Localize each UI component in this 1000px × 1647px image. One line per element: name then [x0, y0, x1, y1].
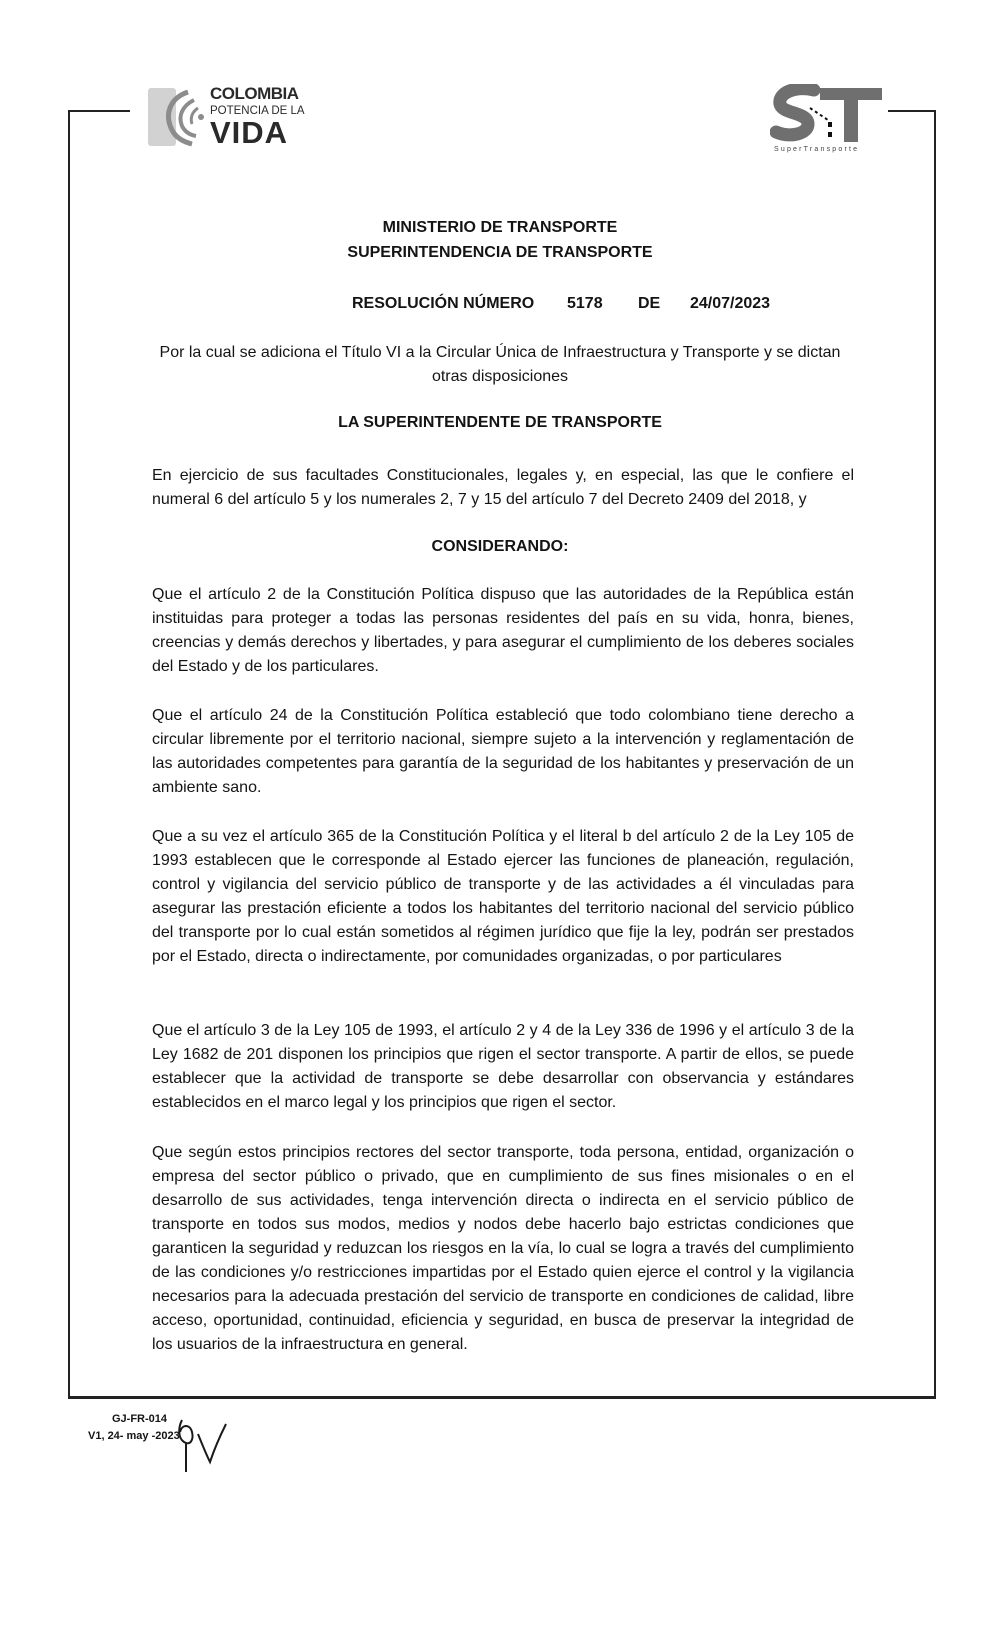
superintendencia-heading: SUPERINTENDENCIA DE TRANSPORTE — [347, 244, 653, 261]
ejercicio-paragraph: En ejercicio de sus facultades Constitucionales, legales y, en especial, las que le confiere el numeral 6 del artículo 5 y los numerales 2, 7 y 15 del artículo 7 del Decreto 2409 del 2018, y — [152, 467, 854, 508]
frame-line-top-left — [68, 110, 130, 112]
st-monogram-icon — [770, 84, 888, 144]
colombia-logo — [148, 84, 348, 154]
logo-colombia-text: COLOMBIA — [210, 84, 299, 103]
resolucion-de: DE — [638, 295, 661, 312]
authority-heading: LA SUPERINTENDENTE DE TRANSPORTE — [338, 414, 662, 431]
supertransporte-caption: SuperTransporte — [774, 146, 860, 153]
logo-potencia-text: POTENCIA DE LA — [210, 105, 305, 117]
supertransporte-logo — [770, 84, 888, 162]
considerando-paragraph-1: Que el artículo 2 de la Constitución Política dispuso que las autoridades de la República están instituidas para proteger a todas las personas residentes del país en su vida, honra, bienes, creencias y demás derechos y libertades, y para asegurar el cumplimiento de los deberes sociales del Estado y de los particulares. — [152, 586, 854, 675]
considerando-paragraph-3: Que a su vez el artículo 365 de la Constitución Política y el literal b del artículo 2 de la Ley 105 de 1993 establecen que le corresponde al Estado ejercer las funciones de planeación, regulación, control y vigilancia del servicio público de transporte y de las actividades a él vinculadas para asegurar las prestación eficiente a todos los habitantes del territorio nacional del servicio público del transporte por lo cual están sometidos al régimen jurídico que fije la ley, podrán ser prestados por el Estado, directa o indirectamente, por comunidades organizadas, o por particulares — [152, 828, 854, 965]
ministerio-heading: MINISTERIO DE TRANSPORTE — [382, 219, 618, 236]
considerando-paragraph-5: Que según estos principios rectores del sector transporte, toda persona, entidad, organización o empresa del sector público o privado, que en cumplimiento de sus fines misionales o en el desarrollo de sus actividades, tenga intervención directa o indirecta en el servicio público de transporte en todos sus modos, medios y nodos debe hacerlo bajo estrictas condiciones que garanticen la seguridad y reduzcan los riesgos en la vía, lo cual se logra a través del cumplimiento de las condiciones y/o restricciones impartidas por el Estado quien ejerce el control y la vigilancia necesarios para la adecuada prestación del servicio de transporte en condiciones de calidad, libre acceso, oportunidad, continuidad, eficiencia y seguridad, en busca de preservar la integridad de los usuarios de la infraestructura en general. — [152, 1144, 854, 1353]
resolucion-subtitle: Por la cual se adiciona el Título VI a la Circular Única de Infraestructura y Transporte y se dictan otras disposiciones — [159, 344, 841, 385]
resolucion-date: 24/07/2023 — [690, 295, 771, 312]
frame-line-bottom — [68, 1396, 936, 1399]
signature-initials — [168, 1410, 230, 1478]
frame-line-right — [934, 110, 936, 1398]
form-version: V1, 24- may -2023 — [88, 1430, 180, 1442]
frame-line-left — [68, 110, 70, 1398]
frame-line-top-right — [888, 110, 936, 112]
footer-form-code — [88, 1411, 180, 1445]
considerando-paragraph-2: Que el artículo 24 de la Constitución Política estableció que todo colombiano tiene derecho a circular libremente por el territorio nacional, siempre sujeto a la intervención y reglamentación de las autoridades competentes para garantía de la seguridad de los habitantes y preservación de un ambiente sano. — [152, 707, 854, 796]
colombia-swirl-icon — [148, 84, 208, 150]
form-code: GJ-FR-014 — [112, 1413, 168, 1425]
considerando-paragraph-4: Que el artículo 3 de la Ley 105 de 1993, el artículo 2 y 4 de la Ley 336 de 1996 y el artículo 3 de la Ley 1682 de 201 disponen los principios que rigen el sector transporte. A partir de ellos, se puede establecer que la actividad de transporte se debe desarrollar con observancia y estándares establecidos en el marco legal y los principios que rigen el sector. — [152, 1022, 854, 1111]
logo-vida-text: VIDA — [210, 115, 289, 150]
resolucion-label: RESOLUCIÓN NÚMERO — [352, 295, 535, 312]
considerando-heading: CONSIDERANDO: — [431, 538, 569, 555]
resolucion-number: 5178 — [567, 295, 603, 312]
